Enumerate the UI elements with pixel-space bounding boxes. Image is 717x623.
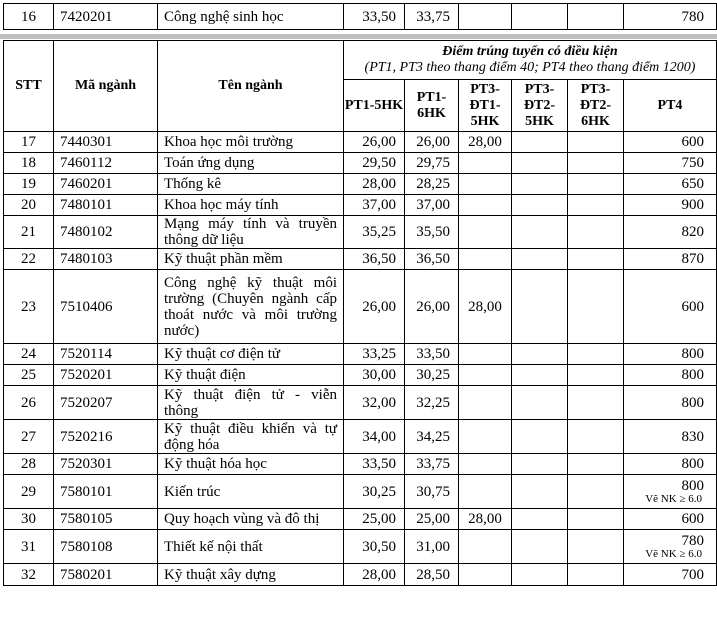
table-row <box>4 4 717 30</box>
pt3-dt2-6hk-cell <box>568 4 624 30</box>
pt3-dt2-6hk-cell <box>568 344 624 365</box>
pt3-dt2-6hk-cell <box>568 132 624 153</box>
group-title: Điểm trúng tuyển có điều kiện <box>442 44 618 59</box>
pt3-dt2-6hk-cell <box>568 195 624 216</box>
pt4-cell <box>624 195 717 216</box>
pt3-dt2-5hk-cell <box>512 249 568 270</box>
header-pt4: PT4 <box>624 80 717 132</box>
pt3-dt2-5hk-cell <box>512 4 568 30</box>
pt4-value: 800 <box>681 367 704 383</box>
pt3-dt2-6hk-cell <box>568 174 624 195</box>
table-row <box>4 564 717 586</box>
name-cell: Kỹ thuật xây dựng <box>158 564 344 586</box>
pt4-cell <box>624 174 717 195</box>
table-row <box>4 270 717 344</box>
pt1-6hk-cell: 33,50 <box>405 344 459 365</box>
pt1-5hk-cell: 33,25 <box>344 344 405 365</box>
pt3-dt2-6hk-cell <box>568 216 624 249</box>
pt3-dt1-5hk-cell <box>459 365 512 386</box>
code-cell: 7460201 <box>54 174 158 195</box>
name-cell: Kỹ thuật điều khiển và tự động hóa <box>158 420 344 454</box>
table-row <box>4 132 717 153</box>
header-pt3-dt2-6hk: PT3-ĐT2-6HK <box>568 80 624 132</box>
pt1-5hk-cell: 30,25 <box>344 475 405 509</box>
name-cell: Kỹ thuật điện tử - viễn thông <box>158 386 344 420</box>
name-cell: Khoa học môi trường <box>158 132 344 153</box>
pt4-value: 750 <box>681 155 704 171</box>
pt1-5hk-cell: 37,00 <box>344 195 405 216</box>
pt3-dt1-5hk-cell <box>459 249 512 270</box>
pt4-value: 820 <box>681 224 704 240</box>
pt3-dt1-5hk-cell <box>459 153 512 174</box>
code-cell: 7510406 <box>54 270 158 344</box>
name-cell: Công nghệ kỹ thuật môi trường (Chuyên ngành cấp thoát nước và môi trường nước) <box>158 270 344 344</box>
pt3-dt1-5hk-cell: 28,00 <box>459 270 512 344</box>
pt4-value: 800 <box>681 346 704 362</box>
table-row <box>4 195 717 216</box>
name-cell: Thống kê <box>158 174 344 195</box>
stt-cell: 29 <box>4 475 54 509</box>
pt3-dt1-5hk-cell <box>459 195 512 216</box>
stt-cell: 31 <box>4 530 54 564</box>
top-table-fragment <box>3 3 717 30</box>
header-pt3-dt2-5hk: PT3-ĐT2-5HK <box>512 80 568 132</box>
table-row <box>4 454 717 475</box>
header-group <box>344 41 717 80</box>
code-cell: 7480102 <box>54 216 158 249</box>
header-name: Tên ngành <box>158 41 344 132</box>
pt3-dt2-6hk-cell <box>568 420 624 454</box>
pt1-6hk-cell: 33,75 <box>405 454 459 475</box>
name-cell: Kỹ thuật điện <box>158 365 344 386</box>
code-cell: 7580108 <box>54 530 158 564</box>
pt4-cell <box>624 386 717 420</box>
pt1-6hk-cell: 33,75 <box>405 4 459 30</box>
pt3-dt2-6hk-cell <box>568 249 624 270</box>
name-cell: Công nghệ sinh học <box>158 4 344 30</box>
table-row <box>4 386 717 420</box>
pt4-cell <box>624 132 717 153</box>
pt1-5hk-cell: 34,00 <box>344 420 405 454</box>
pt4-cell <box>624 530 717 564</box>
pt3-dt2-6hk-cell <box>568 365 624 386</box>
table-row <box>4 249 717 270</box>
pt3-dt2-5hk-cell <box>512 216 568 249</box>
stt-cell: 21 <box>4 216 54 249</box>
pt3-dt2-6hk-cell <box>568 454 624 475</box>
pt1-6hk-cell: 36,50 <box>405 249 459 270</box>
pt4-value: 700 <box>681 566 704 583</box>
stt-cell: 20 <box>4 195 54 216</box>
code-cell: 7460112 <box>54 153 158 174</box>
code-cell: 7480103 <box>54 249 158 270</box>
code-cell: 7520301 <box>54 454 158 475</box>
stt-cell: 18 <box>4 153 54 174</box>
stt-cell: 26 <box>4 386 54 420</box>
pt3-dt2-5hk-cell <box>512 174 568 195</box>
table-row <box>4 530 717 564</box>
code-cell: 7440301 <box>54 132 158 153</box>
pt3-dt2-5hk-cell <box>512 530 568 564</box>
table-row <box>4 420 717 454</box>
stt-cell: 27 <box>4 420 54 454</box>
pt4-cell: 780 <box>624 4 717 30</box>
code-cell: 7580101 <box>54 475 158 509</box>
pt4-value: 830 <box>681 428 704 445</box>
stt-cell: 30 <box>4 509 54 530</box>
pt3-dt1-5hk-cell <box>459 216 512 249</box>
pt3-dt2-5hk-cell <box>512 153 568 174</box>
stt-cell: 23 <box>4 270 54 344</box>
table-row <box>4 344 717 365</box>
pt4-cell <box>624 454 717 475</box>
pt3-dt1-5hk-cell <box>459 564 512 586</box>
pt1-5hk-cell: 29,50 <box>344 153 405 174</box>
pt3-dt2-5hk-cell <box>512 475 568 509</box>
pt4-value: 800 <box>681 477 704 494</box>
pt1-5hk-cell: 25,00 <box>344 509 405 530</box>
pt4-value: 650 <box>681 176 704 192</box>
pt4-value: 900 <box>681 197 704 213</box>
pt4-cell <box>624 153 717 174</box>
drawing-requirement-note: Vẽ NK ≥ 6.0 <box>645 547 702 560</box>
pt1-6hk-cell: 34,25 <box>405 420 459 454</box>
code-cell: 7580105 <box>54 509 158 530</box>
header-pt3-dt1-5hk: PT3-ĐT1-5HK <box>459 80 512 132</box>
pt1-6hk-cell: 30,75 <box>405 475 459 509</box>
pt3-dt2-5hk-cell <box>512 509 568 530</box>
pt3-dt2-5hk-cell <box>512 386 568 420</box>
pt1-6hk-cell: 28,25 <box>405 174 459 195</box>
pt3-dt2-6hk-cell <box>568 564 624 586</box>
header-stt: STT <box>4 41 54 132</box>
pt3-dt2-6hk-cell <box>568 153 624 174</box>
pt1-6hk-cell: 30,25 <box>405 365 459 386</box>
pt1-5hk-cell: 32,00 <box>344 386 405 420</box>
pt3-dt1-5hk-cell: 28,00 <box>459 132 512 153</box>
pt3-dt1-5hk-cell <box>459 344 512 365</box>
pt1-5hk-cell: 28,00 <box>344 174 405 195</box>
stt-cell: 32 <box>4 564 54 586</box>
pt4-cell <box>624 216 717 249</box>
pt1-6hk-cell: 32,25 <box>405 386 459 420</box>
pt1-5hk-cell: 30,00 <box>344 365 405 386</box>
pt3-dt1-5hk-cell <box>459 530 512 564</box>
pt4-value: 600 <box>681 298 704 315</box>
pt3-dt1-5hk-cell <box>459 386 512 420</box>
pt4-value: 800 <box>681 456 704 472</box>
pt3-dt1-5hk-cell <box>459 420 512 454</box>
table-row <box>4 509 717 530</box>
code-cell: 7520216 <box>54 420 158 454</box>
pt3-dt2-5hk-cell <box>512 132 568 153</box>
pt4-cell <box>624 365 717 386</box>
name-cell: Toán ứng dụng <box>158 153 344 174</box>
group-subtitle: (PT1, PT3 theo thang điểm 40; PT4 theo thang điểm 1200) <box>364 60 696 75</box>
pt1-5hk-cell: 36,50 <box>344 249 405 270</box>
pt4-cell <box>624 420 717 454</box>
table-row <box>4 216 717 249</box>
pt3-dt2-5hk-cell <box>512 365 568 386</box>
name-cell: Kỹ thuật cơ điện tử <box>158 344 344 365</box>
pt1-6hk-cell: 28,50 <box>405 564 459 586</box>
pt1-5hk-cell: 26,00 <box>344 270 405 344</box>
pt1-6hk-cell: 31,00 <box>405 530 459 564</box>
page-separator <box>0 34 717 39</box>
pt4-value: 600 <box>681 134 704 150</box>
code-cell: 7520207 <box>54 386 158 420</box>
pt1-6hk-cell: 26,00 <box>405 132 459 153</box>
header-pt1-5hk: PT1-5HK <box>344 80 405 132</box>
table-row <box>4 365 717 386</box>
table-row <box>4 174 717 195</box>
pt1-5hk-cell: 33,50 <box>344 4 405 30</box>
pt3-dt2-6hk-cell <box>568 270 624 344</box>
header-row <box>4 41 717 80</box>
code-cell: 7520114 <box>54 344 158 365</box>
pt1-6hk-cell: 35,50 <box>405 216 459 249</box>
code-cell: 7520201 <box>54 365 158 386</box>
stt-cell: 17 <box>4 132 54 153</box>
pt3-dt2-6hk-cell <box>568 509 624 530</box>
pt4-cell <box>624 509 717 530</box>
pt3-dt2-5hk-cell <box>512 270 568 344</box>
pt1-6hk-cell: 26,00 <box>405 270 459 344</box>
pt1-5hk-cell: 30,50 <box>344 530 405 564</box>
pt1-5hk-cell: 35,25 <box>344 216 405 249</box>
pt3-dt2-5hk-cell <box>512 344 568 365</box>
pt1-6hk-cell: 37,00 <box>405 195 459 216</box>
header-code: Mã ngành <box>54 41 158 132</box>
admission-scores-table <box>3 40 717 586</box>
pt3-dt1-5hk-cell <box>459 4 512 30</box>
pt4-cell <box>624 249 717 270</box>
table-row <box>4 475 717 509</box>
pt3-dt2-6hk-cell <box>568 530 624 564</box>
pt4-value: 800 <box>681 394 704 411</box>
pt3-dt2-6hk-cell <box>568 475 624 509</box>
pt4-value: 600 <box>681 511 704 527</box>
pt4-cell <box>624 270 717 344</box>
header-pt1-6hk: PT1-6HK <box>405 80 459 132</box>
pt3-dt2-5hk-cell <box>512 564 568 586</box>
table-body <box>4 132 717 586</box>
pt3-dt1-5hk-cell <box>459 174 512 195</box>
pt4-cell <box>624 564 717 586</box>
pt3-dt1-5hk-cell: 28,00 <box>459 509 512 530</box>
stt-cell: 19 <box>4 174 54 195</box>
name-cell: Kiến trúc <box>158 475 344 509</box>
pt1-5hk-cell: 33,50 <box>344 454 405 475</box>
pt3-dt2-5hk-cell <box>512 195 568 216</box>
stt-cell: 22 <box>4 249 54 270</box>
drawing-requirement-note: Vẽ NK ≥ 6.0 <box>645 492 702 505</box>
pt4-value: 780 <box>681 532 704 549</box>
stt-cell: 28 <box>4 454 54 475</box>
stt-cell: 16 <box>4 4 54 30</box>
pt3-dt2-5hk-cell <box>512 420 568 454</box>
name-cell: Quy hoạch vùng và đô thị <box>158 509 344 530</box>
pt1-6hk-cell: 29,75 <box>405 153 459 174</box>
code-cell: 7580201 <box>54 564 158 586</box>
name-cell: Mạng máy tính và truyền thông dữ liệu <box>158 216 344 249</box>
stt-cell: 25 <box>4 365 54 386</box>
pt3-dt2-5hk-cell <box>512 454 568 475</box>
pt1-6hk-cell: 25,00 <box>405 509 459 530</box>
code-cell: 7420201 <box>54 4 158 30</box>
pt1-5hk-cell: 26,00 <box>344 132 405 153</box>
name-cell: Kỹ thuật phần mềm <box>158 249 344 270</box>
pt3-dt1-5hk-cell <box>459 454 512 475</box>
pt3-dt2-6hk-cell <box>568 386 624 420</box>
name-cell: Kỹ thuật hóa học <box>158 454 344 475</box>
table-row <box>4 153 717 174</box>
code-cell: 7480101 <box>54 195 158 216</box>
pt4-cell <box>624 344 717 365</box>
pt4-cell <box>624 475 717 509</box>
name-cell: Thiết kế nội thất <box>158 530 344 564</box>
pt1-5hk-cell: 28,00 <box>344 564 405 586</box>
pt4-value: 870 <box>681 251 704 267</box>
pt3-dt1-5hk-cell <box>459 475 512 509</box>
name-cell: Khoa học máy tính <box>158 195 344 216</box>
stt-cell: 24 <box>4 344 54 365</box>
